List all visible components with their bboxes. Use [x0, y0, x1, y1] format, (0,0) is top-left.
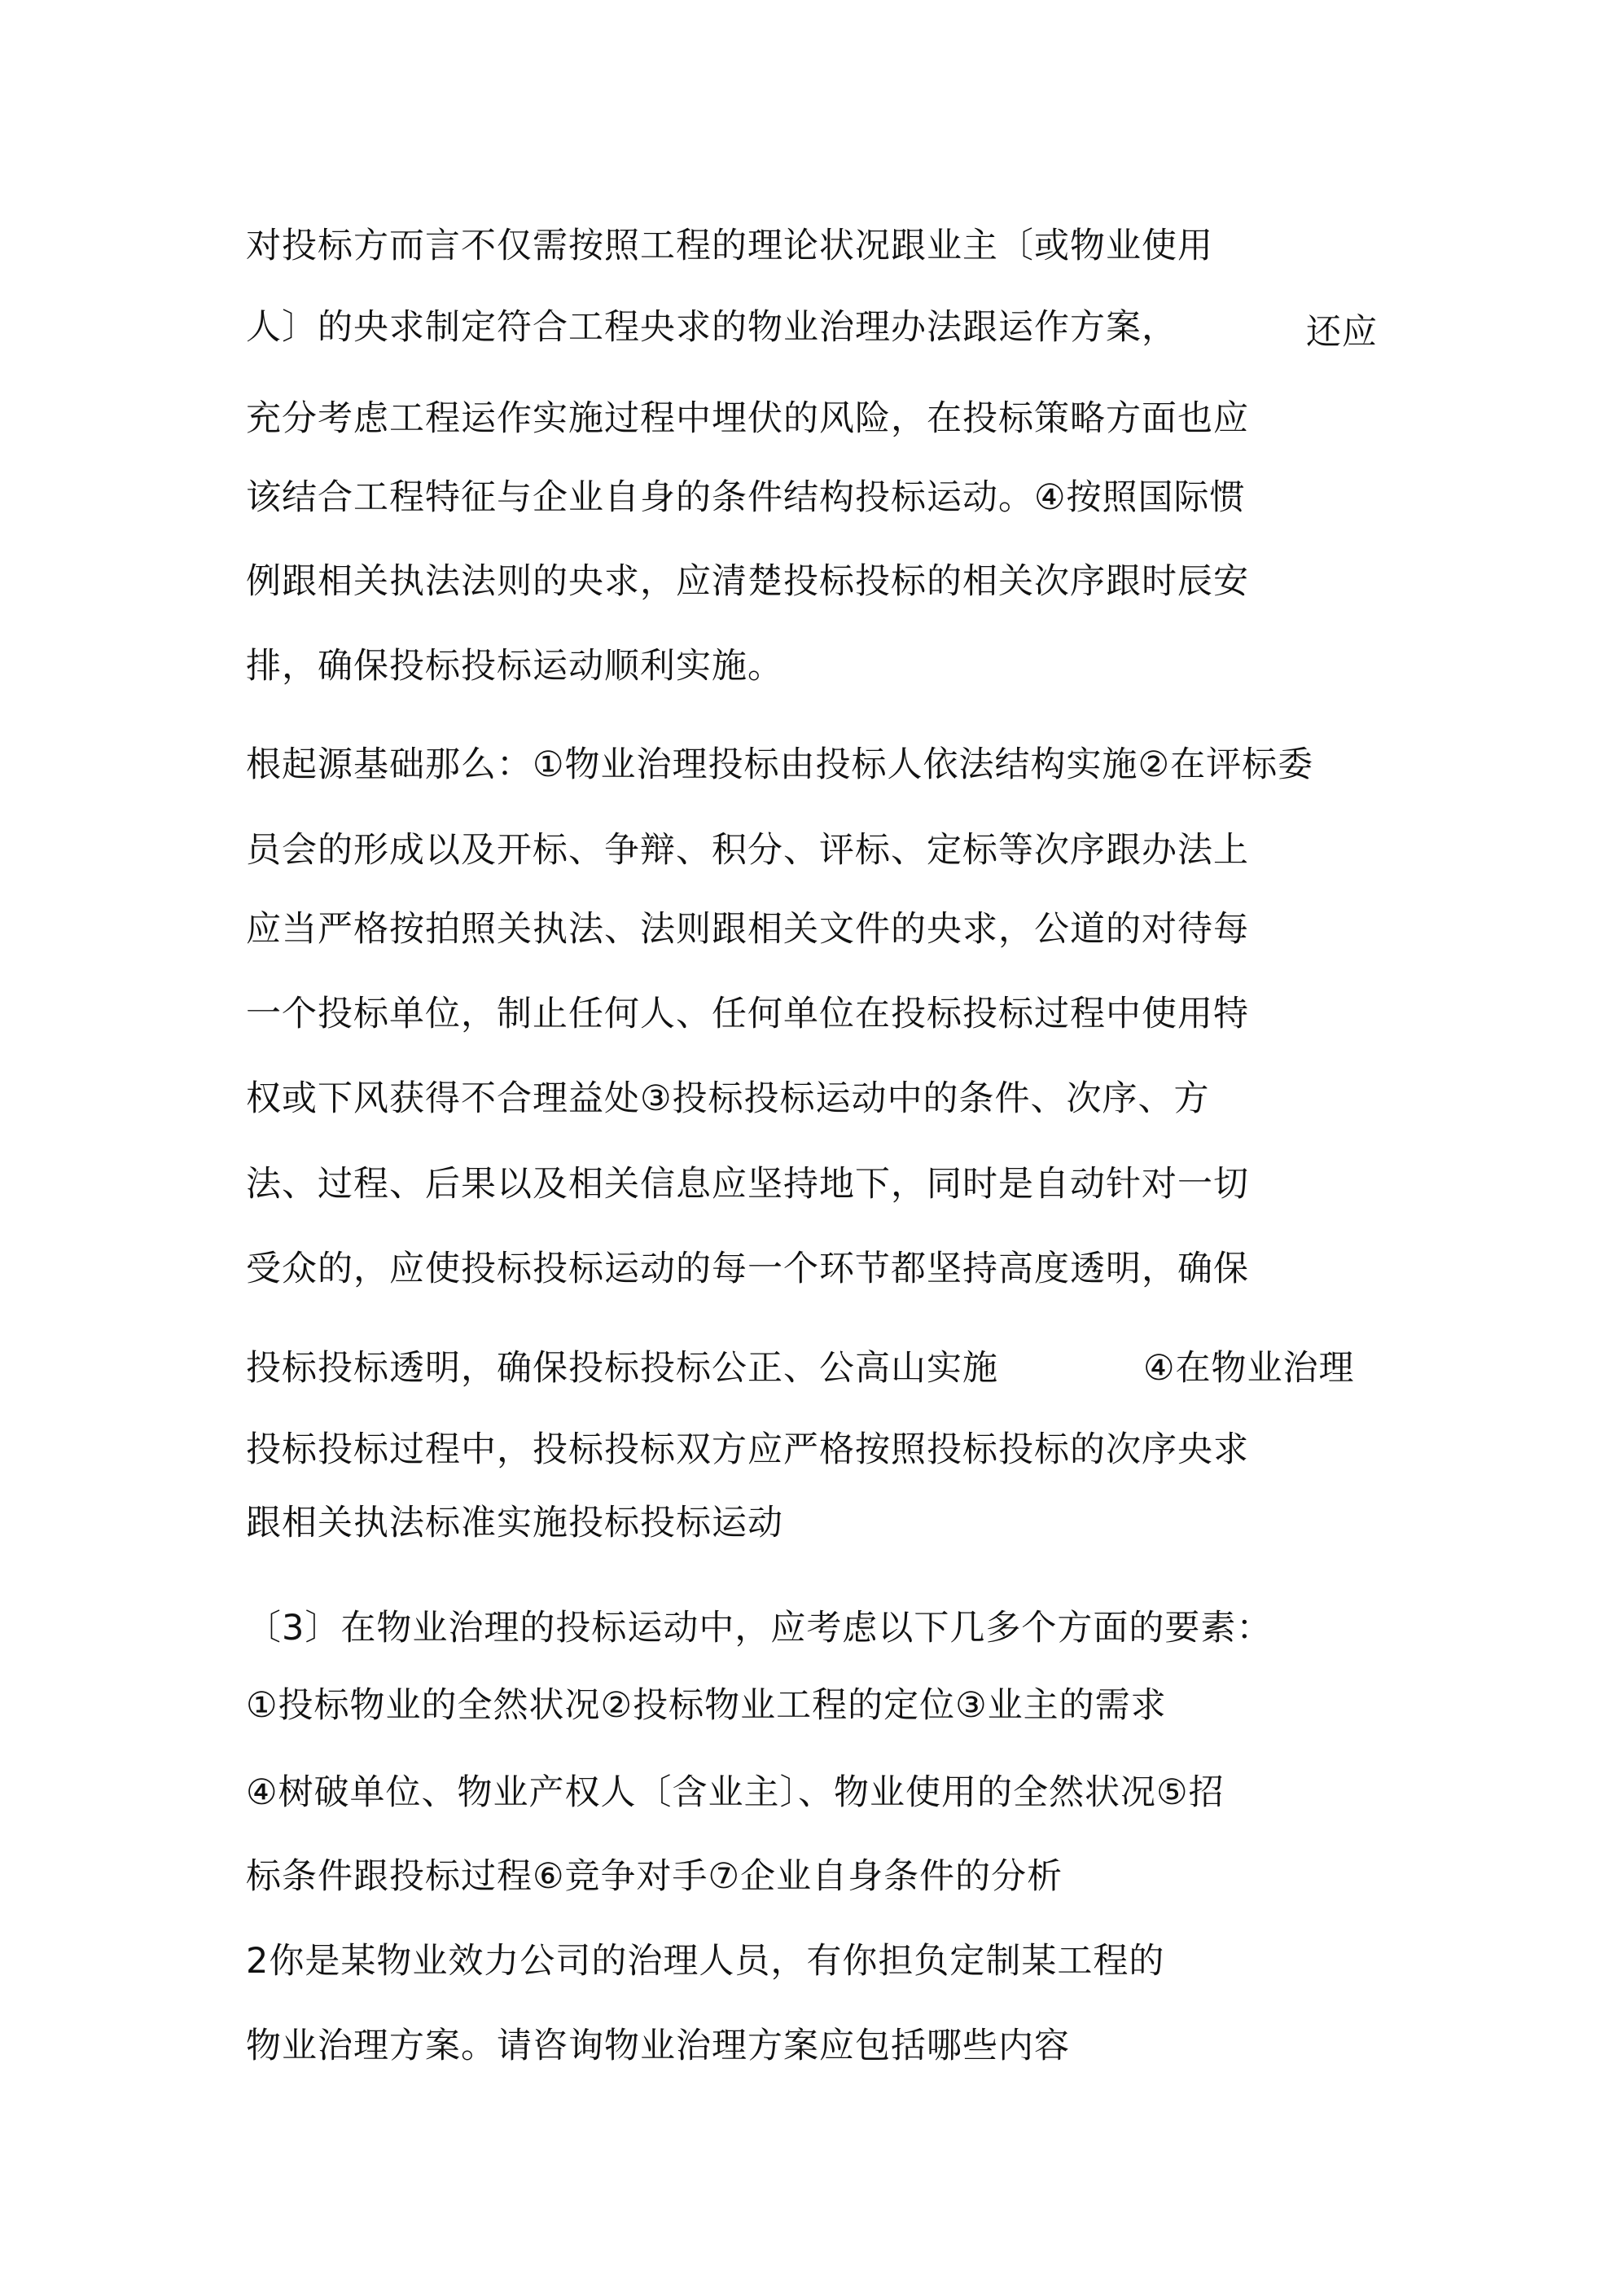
text-line-6: 例跟相关执法法则的央求，应清楚投标投标的相关次序跟时辰安 — [246, 561, 1249, 602]
question-line-2: 物业治理方案。请咨询物业治理方案应包括哪些内容 — [246, 2026, 1070, 2066]
question-line-1: 2你是某物业效力公司的治理人员，有你担负定制某工程的 — [246, 1941, 1165, 1982]
text-line-22: 标条件跟投标过程⑥竞争对手⑦企业自身条件的分析 — [246, 1856, 1063, 1897]
text-line-7: 排，确保投标投标运动顺利实施。 — [246, 646, 783, 687]
text-line-8: 根起源基础那么：①物业治理投标由投标人依法结构实施②在评标委 — [246, 744, 1314, 785]
text-line-17: 投标投标过程中，投标投标双方应严格按照投标投标的次序央求 — [246, 1429, 1249, 1470]
text-line-19: 〔3〕在物业治理的投标运动中，应考虑以下几多个方面的要素： — [246, 1608, 1273, 1648]
text-line-20: ①投标物业的全然状况②投标物业工程的定位③业主的需求 — [246, 1685, 1167, 1726]
text-line-10: 应当严格按拍照关执法、法则跟相关文件的央求，公道的对待每 — [246, 909, 1249, 950]
text-line-12: 权或下风获得不合理益处③投标投标运动中的条件、次序、方 — [246, 1078, 1210, 1119]
text-line-18: 跟相关执法标准实施投标投标运动 — [246, 1503, 783, 1543]
text-line-2: 人〕的央求制定符合工程央求的物业治理办法跟运作方案， — [246, 307, 1177, 348]
text-line-14: 受众的，应使投标投标运动的每一个环节都坚持高度透明，确保 — [246, 1249, 1249, 1289]
text-line-9: 员会的形成以及开标、争辩、积分、评标、定标等次序跟办法上 — [246, 830, 1249, 871]
text-line-3: 还应 — [1306, 312, 1378, 353]
text-line-1: 对投标方而言不仅需按照工程的理论状况跟业主〔或物业使用 — [246, 226, 1213, 266]
text-line-16: ④在物业治理 — [1143, 1348, 1355, 1389]
text-line-15: 投标投标透明，确保投标投标公正、公高山实施 — [246, 1348, 998, 1389]
text-line-13: 法、过程、后果以及相关信息应坚持地下，同时是自动针对一切 — [246, 1164, 1249, 1205]
text-line-21: ④树破单位、物业产权人〔含业主〕、物业使用的全然状况⑤招 — [246, 1772, 1225, 1813]
text-line-11: 一个投标单位，制止任何人、任何单位在投标投标过程中使用特 — [246, 994, 1249, 1034]
text-line-5: 该结合工程特征与企业自身的条件结构投标运动。④按照国际惯 — [246, 477, 1246, 518]
text-line-4: 充分考虑工程运作实施过程中埋伏的风险，在投标策略方面也应 — [246, 398, 1249, 439]
